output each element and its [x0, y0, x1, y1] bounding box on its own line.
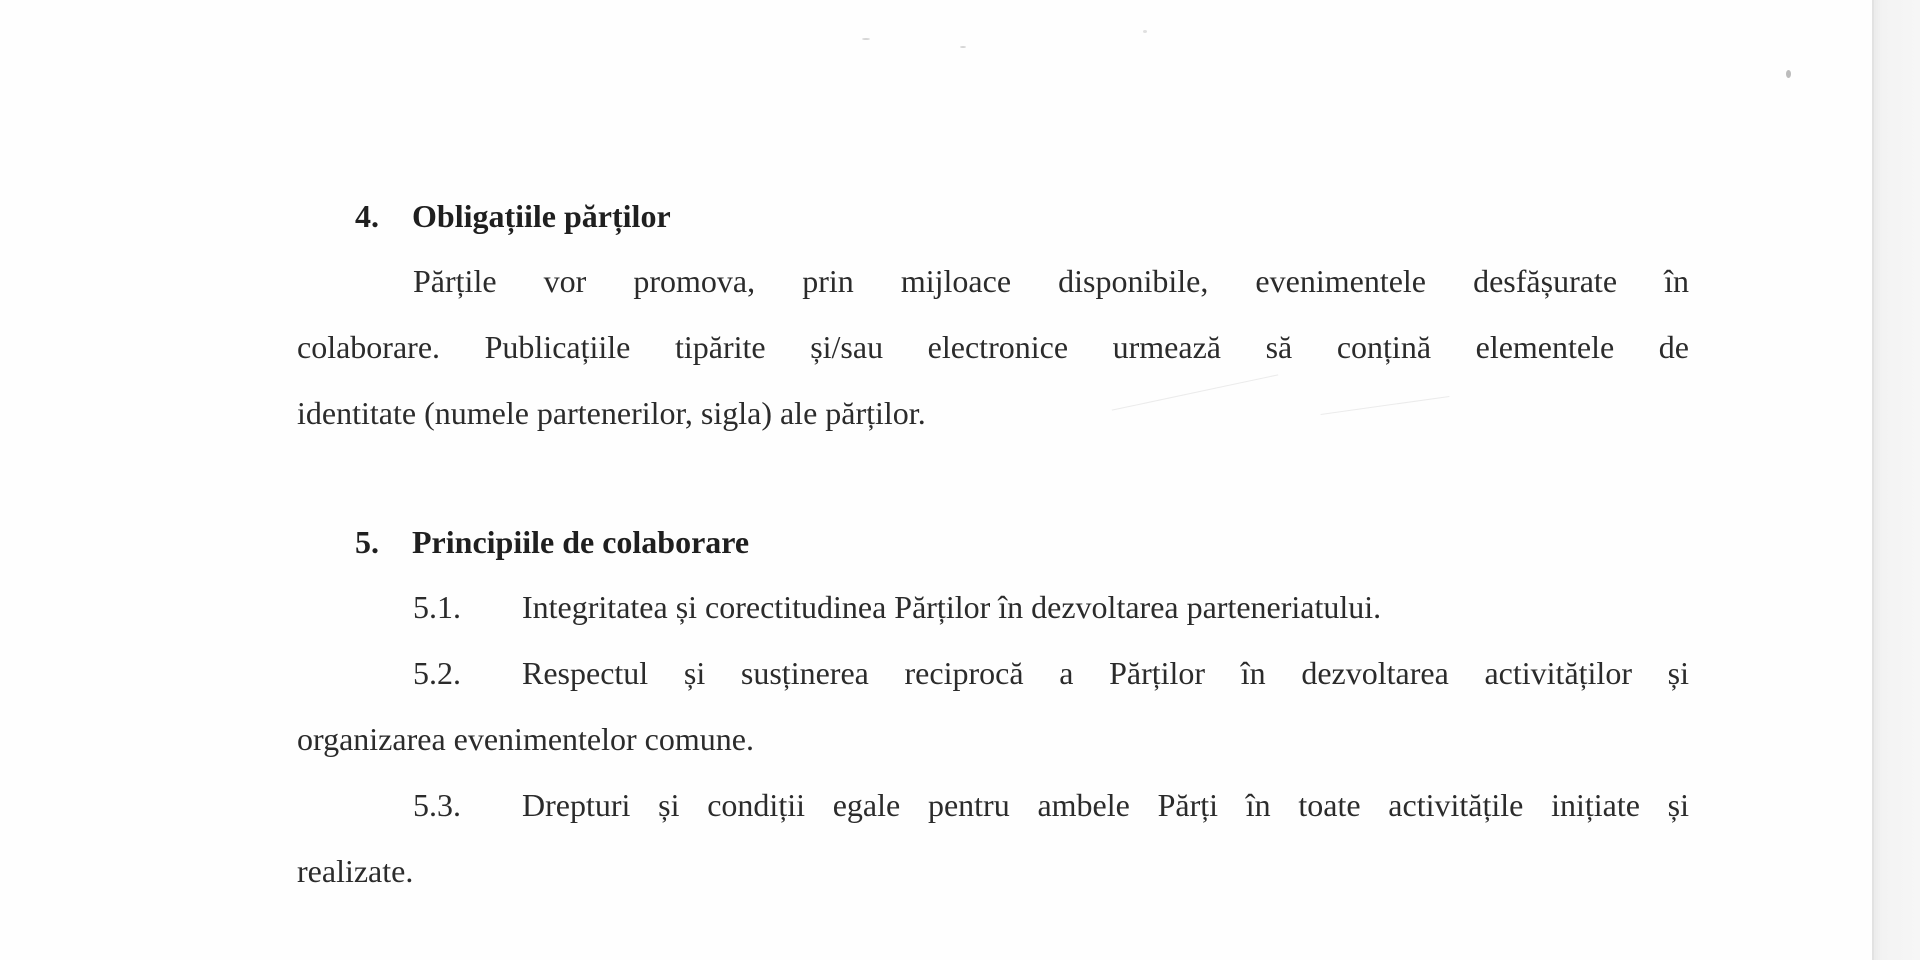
paragraph-line: Părțile vor promova, prin mijloace disponibile, evenimentele desfășurate în	[413, 263, 1689, 299]
list-item-text: Integritatea și corectitudinea Părților în dezvoltarea parteneriatului.	[522, 589, 1382, 625]
section-number: 5.	[355, 524, 379, 560]
list-item-continuation: realizate.	[297, 853, 414, 889]
list-item-number: 5.2.	[413, 655, 461, 691]
paragraph-line: colaborare. Publicațiile tipărite și/sau electronice urmează să conțină elementele de	[297, 329, 1689, 365]
section-title: Obligațiile părților	[412, 198, 671, 234]
list-item-number: 5.3.	[413, 787, 461, 823]
list-item-continuation: organizarea evenimentelor comune.	[297, 721, 754, 757]
list-item-text: Drepturi și condiții egale pentru ambele Părți în toate activitățile inițiate și	[522, 787, 1689, 823]
list-item-text: Respectul și susținerea reciprocă a Părților în dezvoltarea activităților și	[522, 655, 1689, 691]
paragraph-line: identitate (numele partenerilor, sigla) ale părților.	[297, 395, 926, 431]
section-number: 4.	[355, 198, 379, 234]
section-title: Principiile de colaborare	[412, 524, 750, 560]
list-item-number: 5.1.	[413, 589, 461, 625]
